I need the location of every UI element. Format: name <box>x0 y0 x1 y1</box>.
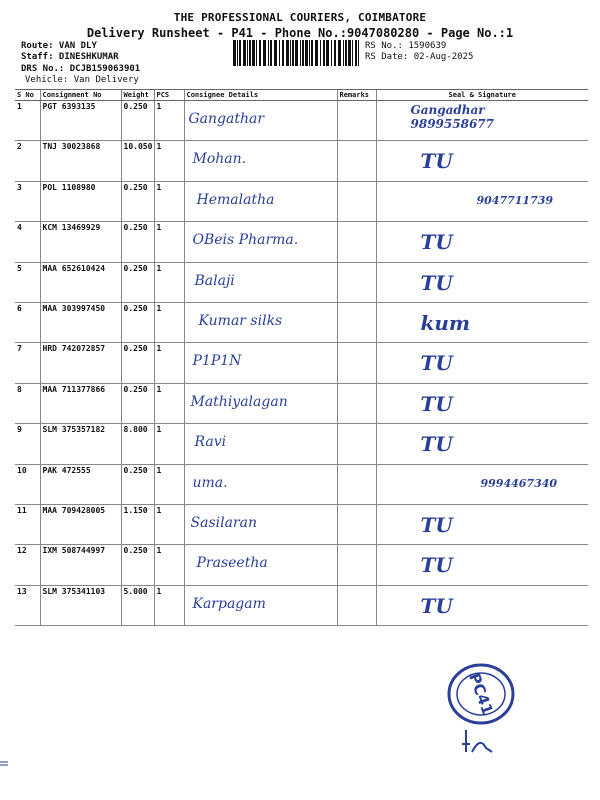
barcode-bar <box>345 40 347 66</box>
sno-cell: 12 <box>15 545 40 585</box>
signature-cell <box>376 222 588 262</box>
consignee-handwriting: Praseetha <box>196 555 268 572</box>
consignee-handwriting: Hemalatha <box>196 191 275 208</box>
consignee-cell <box>184 222 337 262</box>
consignee-cell <box>184 262 337 302</box>
remarks-cell <box>337 262 376 302</box>
table-row <box>15 181 588 221</box>
runsheet-table <box>15 89 588 626</box>
route-label: Route: VAN DLY <box>21 41 97 51</box>
remarks-cell <box>337 101 376 141</box>
consignment-cell: MAA 303997450 <box>40 302 121 342</box>
consignee-cell <box>184 101 337 141</box>
remarks-cell <box>337 504 376 544</box>
weight-cell: 0.250 <box>121 181 154 221</box>
signature-cell <box>376 343 588 383</box>
barcode-bar <box>309 40 310 66</box>
margin-mark <box>0 760 10 766</box>
weight-cell: 0.250 <box>121 101 154 141</box>
barcode-bar <box>249 40 251 66</box>
barcode-bar <box>348 40 351 66</box>
pcs-cell: 1 <box>154 343 184 383</box>
barcode-bar <box>286 40 289 66</box>
signature-handwriting: TU <box>420 593 453 618</box>
rs-date: RS Date: 02-Aug-2025 <box>365 52 474 62</box>
rs-number: RS No.: 1590639 <box>365 41 447 51</box>
table-row <box>15 424 588 464</box>
sno-cell: 8 <box>15 383 40 423</box>
sno-cell: 7 <box>15 343 40 383</box>
signature-handwriting: TU <box>420 230 453 255</box>
stamp-text: PC41 <box>465 670 497 718</box>
pcs-cell: 1 <box>154 141 184 181</box>
barcode-bar <box>331 40 332 66</box>
weight-cell: 0.250 <box>121 545 154 585</box>
barcode-bar <box>233 40 236 66</box>
barcode-bar <box>292 40 294 66</box>
weight-cell: 0.250 <box>121 383 154 423</box>
col-header-consignment: Consignment No <box>40 90 121 101</box>
weight-cell: 1.150 <box>121 504 154 544</box>
pcs-cell: 1 <box>154 585 184 625</box>
sno-cell: 10 <box>15 464 40 504</box>
barcode-bar <box>274 40 277 66</box>
remarks-cell <box>337 343 376 383</box>
pcs-cell: 1 <box>154 464 184 504</box>
consignment-cell: MAA 652610424 <box>40 262 121 302</box>
weight-cell: 8.800 <box>121 424 154 464</box>
barcode-bar <box>290 40 291 66</box>
barcode-bar <box>334 40 336 66</box>
consignee-handwriting: Kumar silks <box>198 312 283 329</box>
barcode-bar <box>243 40 246 66</box>
runsheet-subtitle: Delivery Runsheet - P41 - Phone No.:9047080280 - Page No.:1 <box>86 26 514 40</box>
consignment-cell: TNJ 30023868 <box>40 141 121 181</box>
remarks-cell <box>337 545 376 585</box>
signature-handwriting: 9047711739 <box>476 193 554 207</box>
table-row <box>15 383 588 423</box>
barcode-bar <box>320 40 321 66</box>
table-row <box>15 302 588 342</box>
sno-cell: 6 <box>15 302 40 342</box>
consignee-cell <box>184 302 337 342</box>
consignee-handwriting: P1P1N <box>192 353 242 370</box>
barcode-bar <box>323 40 325 66</box>
weight-cell: 0.250 <box>121 222 154 262</box>
table-row <box>15 262 588 302</box>
remarks-cell <box>337 181 376 221</box>
weight-cell: 5.000 <box>121 585 154 625</box>
signature-cell <box>376 383 588 423</box>
pcs-cell: 1 <box>154 262 184 302</box>
barcode-bar <box>311 40 313 66</box>
signature-handwriting: TU <box>420 391 453 416</box>
barcode-bar <box>302 40 304 66</box>
table-row <box>15 585 588 625</box>
pcs-cell: 1 <box>154 222 184 262</box>
signature-cell <box>376 141 588 181</box>
sno-cell: 1 <box>15 101 40 141</box>
barcode-bar <box>300 40 301 66</box>
barcode-bar <box>239 40 241 66</box>
consignee-cell <box>184 504 337 544</box>
consignment-cell: IXM 508744997 <box>40 545 121 585</box>
pcs-cell: 1 <box>154 545 184 585</box>
consignment-cell: SLM 375357182 <box>40 424 121 464</box>
table-row <box>15 101 588 141</box>
barcode-bar <box>237 40 238 66</box>
signature-handwriting: TU <box>420 553 453 578</box>
sno-cell: 9 <box>15 424 40 464</box>
pcs-cell: 1 <box>154 504 184 544</box>
pcs-cell: 1 <box>154 424 184 464</box>
consignee-cell <box>184 424 337 464</box>
consignment-cell: HRD 742072857 <box>40 343 121 383</box>
signature-cell <box>376 504 588 544</box>
signature-cell <box>376 101 588 141</box>
consignee-handwriting: Mathiyalagan <box>190 393 288 410</box>
consignee-handwriting: Balaji <box>194 272 235 289</box>
consignment-cell: PAK 472555 <box>40 464 121 504</box>
barcode-bar <box>352 40 353 66</box>
sno-cell: 2 <box>15 141 40 181</box>
sno-cell: 11 <box>15 504 40 544</box>
consignment-cell: MAA 711377866 <box>40 383 121 423</box>
barcode <box>233 40 359 66</box>
signature-handwriting: TU <box>420 512 453 537</box>
consignee-handwriting: Sasilaran <box>190 514 257 531</box>
signature-handwriting: TU <box>420 351 453 376</box>
sno-cell: 4 <box>15 222 40 262</box>
signature-cell <box>376 424 588 464</box>
col-header-signature: Seal & Signature <box>376 90 588 101</box>
signature-handwriting: TU <box>420 149 453 174</box>
signature-cell <box>376 262 588 302</box>
remarks-cell <box>337 222 376 262</box>
drs-number: DRS No.: DCJB159063901 <box>21 64 141 74</box>
weight-cell: 10.050 <box>121 141 154 181</box>
table-row <box>15 141 588 181</box>
barcode-bar <box>252 40 255 66</box>
consignee-cell <box>184 464 337 504</box>
weight-cell: 0.250 <box>121 464 154 504</box>
consignee-handwriting: Karpagam <box>192 595 266 612</box>
barcode-bar <box>338 40 341 66</box>
consignee-cell <box>184 343 337 383</box>
barcode-bar <box>315 40 318 66</box>
vehicle-label: Vehicle: Van Delivery <box>25 75 139 85</box>
barcode-bar <box>263 40 266 66</box>
barcode-bar <box>295 40 298 66</box>
signature-cell <box>376 545 588 585</box>
col-header-remarks: Remarks <box>337 90 376 101</box>
col-header-pcs: PCS <box>154 90 184 101</box>
consignment-cell: SLM 375341103 <box>40 585 121 625</box>
pcs-cell: 1 <box>154 302 184 342</box>
consignment-cell: POL 1108980 <box>40 181 121 221</box>
barcode-bar <box>268 40 269 66</box>
col-header-consignee: Consignee Details <box>184 90 337 101</box>
signature-cell <box>376 464 588 504</box>
consignee-cell <box>184 383 337 423</box>
table-row <box>15 545 588 585</box>
consignee-cell <box>184 545 337 585</box>
consignee-cell <box>184 141 337 181</box>
consignee-handwriting: OBeis Pharma. <box>192 232 299 249</box>
barcode-bar <box>270 40 272 66</box>
weight-cell: 0.250 <box>121 262 154 302</box>
table-row <box>15 343 588 383</box>
barcode-bar <box>259 40 261 66</box>
table-header-row <box>15 90 588 101</box>
col-header-sno: S No <box>15 90 40 101</box>
table-row <box>15 504 588 544</box>
company-title: THE PROFESSIONAL COURIERS, COIMBATORE <box>173 11 427 24</box>
consignee-handwriting: uma. <box>192 474 228 491</box>
signature-handwriting: 9994467340 <box>480 476 558 490</box>
staff-label: Staff: DINESHKUMAR <box>21 52 119 62</box>
consignment-cell: MAA 709428005 <box>40 504 121 544</box>
sno-cell: 13 <box>15 585 40 625</box>
col-header-weight: Weight <box>121 90 154 101</box>
remarks-cell <box>337 585 376 625</box>
sno-cell: 3 <box>15 181 40 221</box>
weight-cell: 0.250 <box>121 343 154 383</box>
weight-cell: 0.250 <box>121 302 154 342</box>
consignee-cell <box>184 585 337 625</box>
table-row <box>15 222 588 262</box>
signature-handwriting: TU <box>420 270 453 295</box>
sno-cell: 5 <box>15 262 40 302</box>
barcode-bar <box>256 40 257 66</box>
consignee-handwriting: Mohan. <box>192 151 247 168</box>
barcode-bar <box>247 40 248 66</box>
consignment-cell: PGT 6393135 <box>40 101 121 141</box>
signature-handwriting: Gangadhar 9899558677 <box>410 103 494 131</box>
initial-mark <box>458 726 498 756</box>
signature-cell <box>376 585 588 625</box>
barcode-bar <box>343 40 344 66</box>
remarks-cell <box>337 302 376 342</box>
barcode-bar <box>355 40 357 66</box>
barcode-bar <box>279 40 280 66</box>
signature-cell <box>376 181 588 221</box>
barcode-bar <box>358 40 359 66</box>
consignee-cell <box>184 181 337 221</box>
remarks-cell <box>337 141 376 181</box>
consignment-cell: KCM 13469929 <box>40 222 121 262</box>
signature-handwriting: TU <box>420 432 453 457</box>
pcs-cell: 1 <box>154 181 184 221</box>
table-row <box>15 464 588 504</box>
consignee-handwriting: Gangathar <box>188 111 265 127</box>
barcode-bar <box>305 40 308 66</box>
consignee-handwriting: Ravi <box>194 434 227 451</box>
signature-handwriting: kum <box>420 310 471 335</box>
remarks-cell <box>337 383 376 423</box>
barcode-bar <box>282 40 284 66</box>
remarks-cell <box>337 464 376 504</box>
signature-cell <box>376 302 588 342</box>
barcode-bar <box>326 40 329 66</box>
pcs-cell: 1 <box>154 383 184 423</box>
remarks-cell <box>337 424 376 464</box>
pc41-stamp <box>441 658 521 728</box>
pcs-cell: 1 <box>154 101 184 141</box>
